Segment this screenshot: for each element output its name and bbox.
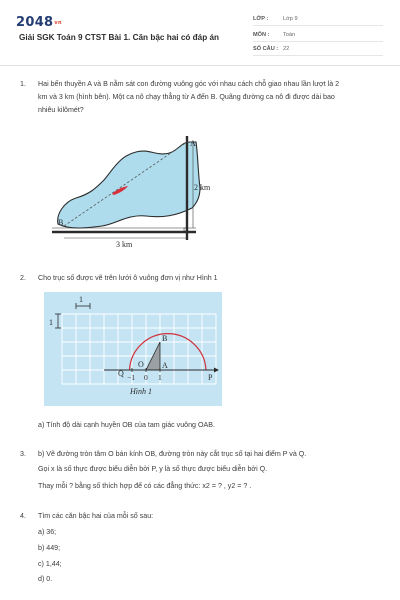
question-text: Thay mỗi ? bằng số thích hợp để có các đẳng thức: x2 = ? , y2 = ? . bbox=[38, 482, 252, 490]
number-line-figure bbox=[44, 292, 222, 406]
boat-figure bbox=[50, 128, 211, 256]
meta-grade bbox=[253, 14, 383, 26]
question-text: Tìm các căn bậc hai của mỗi số sau: bbox=[38, 512, 154, 520]
label-b: B bbox=[162, 334, 168, 343]
question-text: km và 3 km (hình bên). Một ca nô chạy thẳng từ A đến B. Quãng đường ca nô đi được dài bao bbox=[38, 93, 335, 101]
label-a: A bbox=[190, 139, 196, 148]
label-o: O bbox=[138, 360, 144, 369]
label-q: Q bbox=[118, 369, 124, 378]
site-logo[interactable] bbox=[16, 15, 62, 30]
page-header bbox=[0, 0, 400, 66]
lake-shape bbox=[58, 142, 200, 228]
meta-count bbox=[253, 44, 383, 56]
meta-grade-value: Lớp 9 bbox=[283, 16, 298, 22]
answer-item: c) 1,44; bbox=[38, 560, 62, 568]
meta-subject-value: Toán bbox=[283, 32, 296, 38]
meta-count-value: 22 bbox=[283, 46, 290, 52]
answer-item: d) 0. bbox=[38, 575, 53, 583]
label-3km: 3 km bbox=[116, 240, 133, 249]
question-text: Hai bến thuyền A và B nằm sát con đường vuông góc với nhau cách chỗ giao nhau lần lượt là 2 bbox=[38, 80, 340, 88]
question-text: Cho trục số được vẽ trên lưới ô vuông đơn vị như Hình 1 bbox=[38, 274, 218, 282]
label-b: B bbox=[58, 218, 64, 227]
tick-label-1: 1 bbox=[158, 373, 162, 382]
question-number: 2. bbox=[20, 274, 26, 282]
tick-label-minus1: −1 bbox=[127, 373, 135, 382]
page-title: Giải SGK Toán 9 CTST Bài 1. Căn bậc hai có đáp án bbox=[19, 33, 220, 42]
meta-grade-label: LỚP : bbox=[253, 16, 269, 22]
figure-caption: Hình 1 bbox=[130, 387, 152, 396]
meta-subject bbox=[253, 30, 383, 42]
question-text: nhiêu kilômét? bbox=[38, 106, 84, 114]
question-text: b) Vẽ đường tròn tâm O bán kính OB, đường tròn này cắt trục số tại hai điểm P và Q. bbox=[38, 450, 307, 458]
question-number: 4. bbox=[20, 512, 26, 520]
question-number: 1. bbox=[20, 80, 26, 88]
meta-subject-label: MÔN : bbox=[253, 32, 270, 38]
answer-item: b) 449; bbox=[38, 544, 61, 552]
label-p: P bbox=[208, 373, 213, 382]
question-number: 3. bbox=[20, 450, 26, 458]
unit-v-label: 1 bbox=[49, 318, 53, 327]
label-2km: 2 km bbox=[194, 183, 211, 192]
answer-item: a) 36; bbox=[38, 528, 57, 536]
unit-h-label: 1 bbox=[79, 295, 83, 304]
question-text: Gọi x là số thực được biểu diễn bởi P, y là số thực được biểu diễn bởi Q. bbox=[38, 465, 268, 473]
tick-label-0: 0 bbox=[144, 373, 148, 382]
label-a: A bbox=[162, 361, 168, 370]
logo-suffix: vn bbox=[54, 20, 62, 26]
logo-text: 2048 bbox=[16, 15, 54, 30]
question-part-a: a) Tính độ dài cạnh huyền OB của tam giác vuông OAB. bbox=[38, 421, 215, 429]
meta-count-label: SỐ CÂU : bbox=[253, 46, 279, 52]
